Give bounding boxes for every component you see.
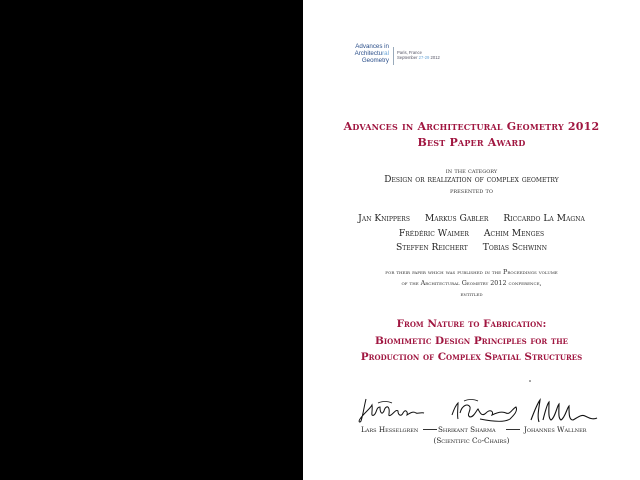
chair-name: Lars Hesselgren xyxy=(361,425,419,434)
award-title: Advances in Architectural Geometry 2012 xyxy=(343,120,600,133)
signature-wallner xyxy=(525,396,605,426)
author-name: Markus Gabler xyxy=(424,213,489,224)
logo-dates: September 27-29 2012 xyxy=(397,54,440,60)
paper-title-line-2: Biomimetic Design Principles for the xyxy=(374,335,569,347)
authors-row-3 xyxy=(303,242,640,253)
publication-note-2: of the Architectural Geometry 2012 conference, xyxy=(401,279,542,287)
authors-row-1 xyxy=(303,213,640,224)
signature-hesselgren xyxy=(358,395,428,425)
black-margin xyxy=(0,0,303,480)
chair-name: Johannes Wallner xyxy=(524,425,587,434)
author-name: Tobias Schwinn xyxy=(482,242,548,253)
in-category-label: in the category xyxy=(445,166,498,175)
author-name: Riccardo La Magna xyxy=(503,213,585,224)
logo-location xyxy=(397,51,440,61)
logo-line-1: Advances in xyxy=(355,43,389,50)
logo-line-2: Architectural xyxy=(354,50,389,57)
decorative-dot xyxy=(529,380,531,382)
award-certificate xyxy=(303,0,640,480)
author-name: Frédéric Waimer xyxy=(398,228,469,239)
separator-dash xyxy=(423,429,437,430)
publication-note-1: for their paper which was published in the Proceedings volume xyxy=(385,268,558,276)
aag-logo xyxy=(341,43,491,69)
signature-sharma xyxy=(446,395,526,425)
logo-line-3: Geometry xyxy=(361,57,389,64)
logo-divider xyxy=(393,47,394,65)
separator-dash xyxy=(506,429,520,430)
author-name: Jan Knippers xyxy=(358,213,410,224)
co-chairs-label: (Scientific Co-Chairs) xyxy=(433,436,510,445)
publication-note-3: entitled xyxy=(460,290,483,298)
paper-title-line-3: Production of Complex Spatial Structures xyxy=(360,351,583,363)
presented-to-label: presented to xyxy=(450,186,493,195)
author-name: Achim Menges xyxy=(483,228,545,239)
logo-city: Paris, France xyxy=(397,50,422,55)
category-name: Design or realization of complex geometry xyxy=(384,175,559,185)
author-name: Steffen Reichert xyxy=(395,242,468,253)
chair-name: Shrikant Sharma xyxy=(438,425,496,434)
logo-wordmark xyxy=(341,43,389,64)
authors-row-2 xyxy=(303,228,640,239)
award-subtitle: Best Paper Award xyxy=(417,136,526,149)
paper-title-line-1: From Nature to Fabrication: xyxy=(396,318,547,330)
